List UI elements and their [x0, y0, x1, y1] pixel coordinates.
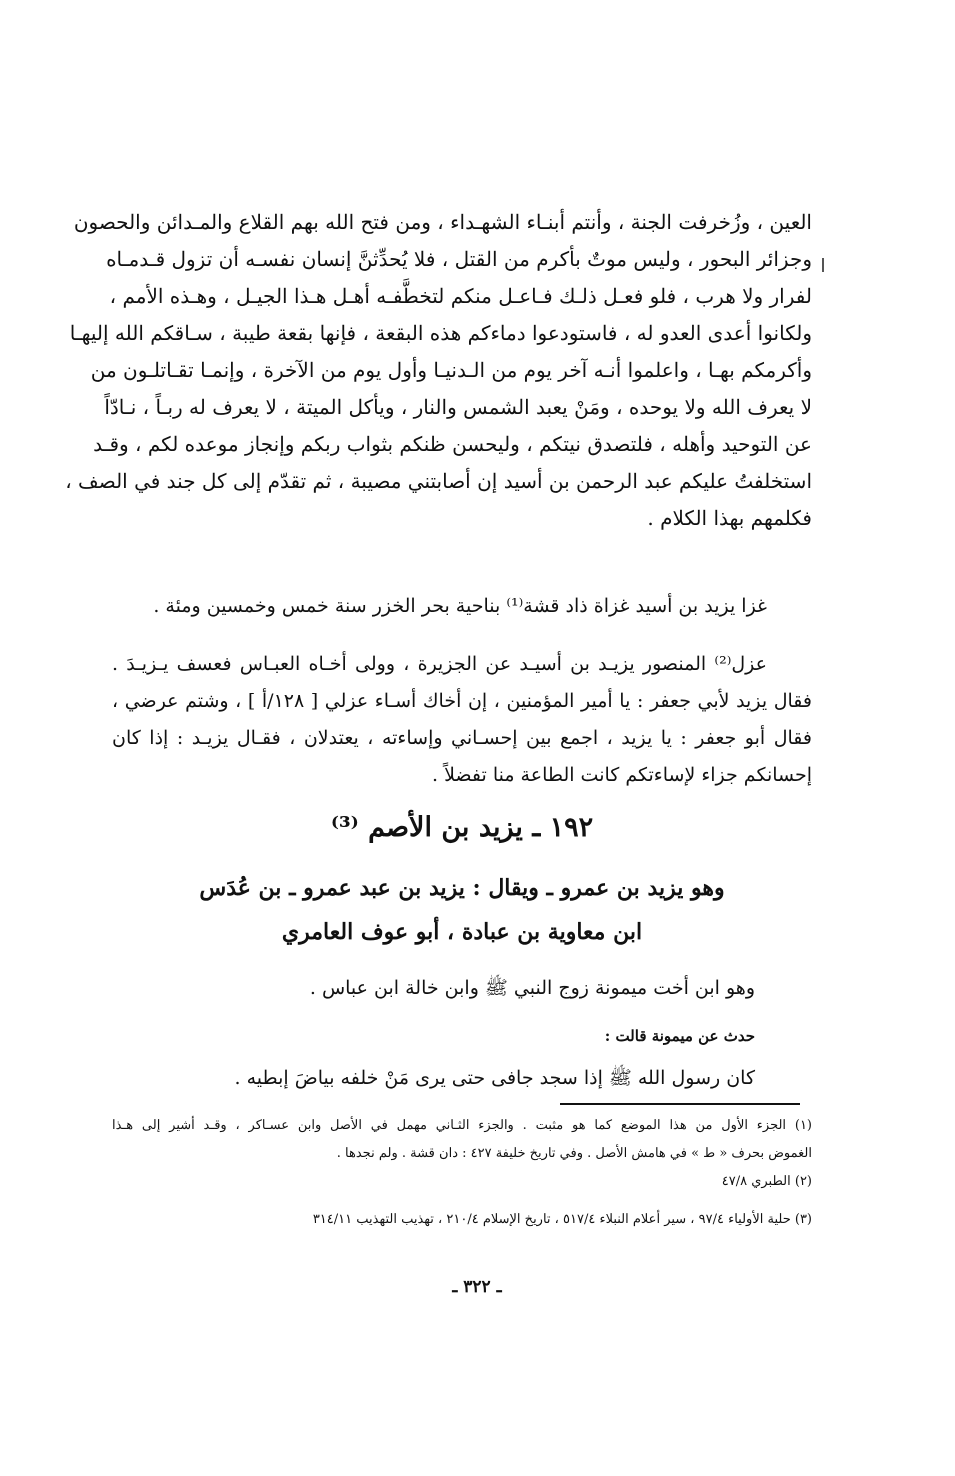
footnote-1-line-2: الغموض بحرف « ط » في هامش الأصل . وفي تاريخ خليفة ٤٢٧ : دان قشة . ولم نجدها .	[336, 1146, 812, 1161]
speech-line-5: وأكرمكم بهـا ، واعلموا أنـه آخر يوم من الـدنيـا وأول يوم من الآخرة ، وإنمـا تقـاتلـون من	[90, 358, 812, 382]
entry-intro: وهو ابن أخت ميمونة زوج النبي ﷺ وابن خالة ابن عباس .	[309, 977, 755, 999]
speech-line-6: لا يعرف الله ولا يوحده ، ومَنْ يعبد الشمس والنار ، ويأكل الميتة ، لا يعرف له ربـاً ، نـادّاً	[104, 395, 812, 419]
hadith-text: كان رسول الله ﷺ إذا سجد جافى حتى يرى مَنْ خلفه بياضَ إبطيه .	[234, 1067, 755, 1089]
speech-line-9: فكلمهم بهذا الكلام .	[647, 506, 812, 530]
speech-line-3: لفرار ولا هرب ، فلو فعـل ذلـك فـاعـل منكم لتخطَّفـه أهـل هـذا الجيـل ، وهـذه الأمم ،	[109, 284, 812, 308]
speech-line-8: استخلفتُ عليكم عبد الرحمن بن أسيد إن أصابتني مصيبة ، ثم تقدّم إلى كل جند في الصف ،	[65, 469, 812, 493]
speech-line-1: العين ، وزُخرفت الجنة ، وأنتم أبنـاء الشهـداء ، ومن فتح الله بهم القلاع والمـدائن والحصون	[73, 210, 812, 234]
speech-line-7: عن التوحيد وأهله ، فلتصدق نيتكم ، وليحسن ظنكم بثواب ربكم وإنجاز موعده لكم ، وقـد	[93, 432, 812, 456]
raid-paragraph	[112, 588, 812, 625]
margin-mark	[822, 258, 824, 272]
footnote-2: (٢) الطبري ٤٧/٨	[721, 1174, 812, 1189]
dismissal-line-4: إحسانكم جزاء لإساءتكم كانت الطاعة منا تفضلاً .	[431, 764, 812, 786]
speech-paragraph	[65, 204, 812, 537]
entry-title: ١٩٢ ـ يزيد بن الأصم ⁽³⁾	[330, 812, 594, 843]
entry-subtitle	[112, 866, 812, 954]
dismissal-line-3: فقال أبو جعفر : يا يزيد ، اجمع بين إحسـاني وإساءته ، يعتدلان ، فقـال يزيـد : إذا كان	[112, 727, 812, 749]
entry-subtitle-line-2: ابن معاوية بن عبادة ، أبو عوف العامري	[281, 919, 643, 945]
footnote-1-line-1: (١) الجزء الأول من هذا الموضع كما هو مثبت . والجزء الثـاني مهمل في الأصل وابن عسـاكر ، وقـد أشير إلى هـذا	[112, 1118, 812, 1133]
page-number: ـ ٣٢٢ ـ	[452, 1277, 502, 1297]
dismissal-paragraph	[112, 646, 812, 794]
footnote-divider	[560, 1103, 800, 1105]
speech-line-4: ولكانوا أعدى العدو له ، فاستودعوا دماءكم هذه البقعة ، فإنها بقعة طيبة ، سـاقكم الله إليهـا	[69, 321, 812, 345]
hadith-label: حدث عن ميمونة قالت :	[604, 1027, 755, 1045]
footnotes	[112, 1112, 812, 1234]
raid-line-1: غزا يزيد بن أسيد غزاة ذاد قشة⁽¹⁾ بناحية بحر الخزر سنة خمس وخمسين ومئة .	[153, 595, 767, 617]
speech-line-2: وجزائر البحور ، وليس موتٌ بأكرم من القتل ، فلا يُحدِّثنَّ إنسان نفسـه أن تزول قـدمـاه	[106, 247, 812, 271]
footnote-3: (٣) حلية الأولياء ٩٧/٤ ، سير أعلام النبلاء ٥١٧/٤ ، تاريخ الإسلام ٢١٠/٤ ، تهذيب التهذيب ٣١٤/١١	[312, 1212, 812, 1227]
entry-subtitle-line-1: وهو يزيد بن عمرو ـ ويقال : يزيد بن عبد عمرو ـ بن عُدَس	[199, 875, 725, 901]
dismissal-line-2: فقال يزيد لأبي جعفر : يا أمير المؤمنين ، إن أخاك أسـاء عزلي [ ١٢٨/أ ] ، وشتم عرضي ،	[112, 690, 812, 712]
dismissal-line-1: عزل⁽²⁾ المنصور يزيـد بن أسيـد عن الجزيرة ، وولى أخـاه العبـاس فعسف يـزيـدَ .	[112, 653, 767, 675]
